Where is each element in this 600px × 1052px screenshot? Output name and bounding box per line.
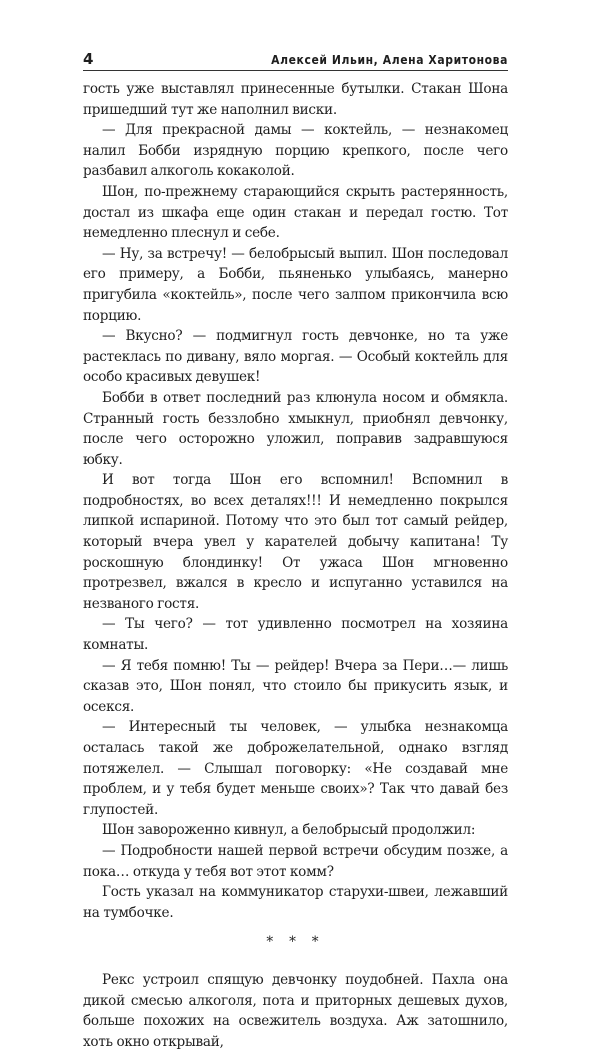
paragraph: Гость указал на коммуникатор старухи-швеи, лежавший на тумбочке. (83, 884, 508, 921)
paragraph: — Ты чего? — тот удивленно посмотрел на хозяина комнаты. (83, 616, 508, 654)
body-text (83, 79, 508, 1052)
scene-separator: * * * (266, 934, 325, 951)
paragraph: — Я тебя помню! Ты — рейдер! Вчера за Пери…— лишь сказав это, Шон понял, что стоило бы прикусить язык, и осекся. (83, 657, 508, 715)
paragraph: Шон, по-прежнему старающийся скрыть растерянность, достал из шкафа еще один стакан и передал гостю. Тот немедленно плеснул и себе. (83, 183, 508, 242)
paragraph: — Ну, за встречу! — белобрысый выпил. Шон последовал его примеру, а Бобби, пьяненько улыбаясь, манерно пригубила «коктейль», после чего залпом прикончила всю порцию. (83, 245, 508, 324)
paragraph: гость уже выставлял принесенные бутылки. Стакан Шона пришедший тут же наполнил виски. (83, 81, 508, 118)
header-rule (83, 70, 508, 71)
paragraph: — Для прекрасной дамы — коктейль, — незнакомец налил Бобби изрядную порцию крепкого, после чего разбавил алкоголь кокаколой. (83, 122, 508, 180)
running-head-authors: Алексей Ильин, Алена Харитонова (271, 53, 508, 67)
paragraph: — Вкусно? — подмигнул гость девчонке, но та уже растеклась по дивану, вяло моргая. — Особый коктейль для особо красивых девушек! (83, 328, 508, 386)
page-number: 4 (83, 50, 94, 68)
paragraph: Шон завороженно кивнул, а белобрысый продолжил: (102, 822, 476, 839)
paragraph: И вот тогда Шон его вспомнил! Вспомнил в подробностях, во всех деталях!!! И немедленно покрылся липкой испариной. Потому что это был тот самый рейдер, который вчера увел у карателей добычу капитана! Ту роскошную блондинку! От ужаса Шон мгновенно протрезвел, вжался в кресло и испуганно уставился на незваного гостя. (83, 472, 508, 612)
paragraph: — Интересный ты человек, — улыбка незнакомца осталась такой же доброжелательной, однако взгляд потяжелел. — Слышал поговорку: «Не создавай мне проблем, и у тебя будет меньше своих»? Так что давай без глупостей. (83, 719, 508, 818)
paragraph: Бобби в ответ последний раз клюнула носом и обмякла. Странный гость беззлобно хмыкнул, приобнял девчонку, после чего осторожно уложил, поправив задравшуюся юбку. (83, 389, 508, 468)
paragraph: — Подробности нашей первой встречи обсудим позже, а пока… откуда у тебя вот этот комм? (83, 842, 508, 880)
running-header (83, 50, 508, 68)
paragraph: Рекс устроил спящую девчонку поудобней. Пахла она дикой смесью алкоголя, пота и приторных дешевых духов, больше похожих на освежитель воздуха. Аж затошнило, хоть окно открывай, (83, 971, 508, 1050)
